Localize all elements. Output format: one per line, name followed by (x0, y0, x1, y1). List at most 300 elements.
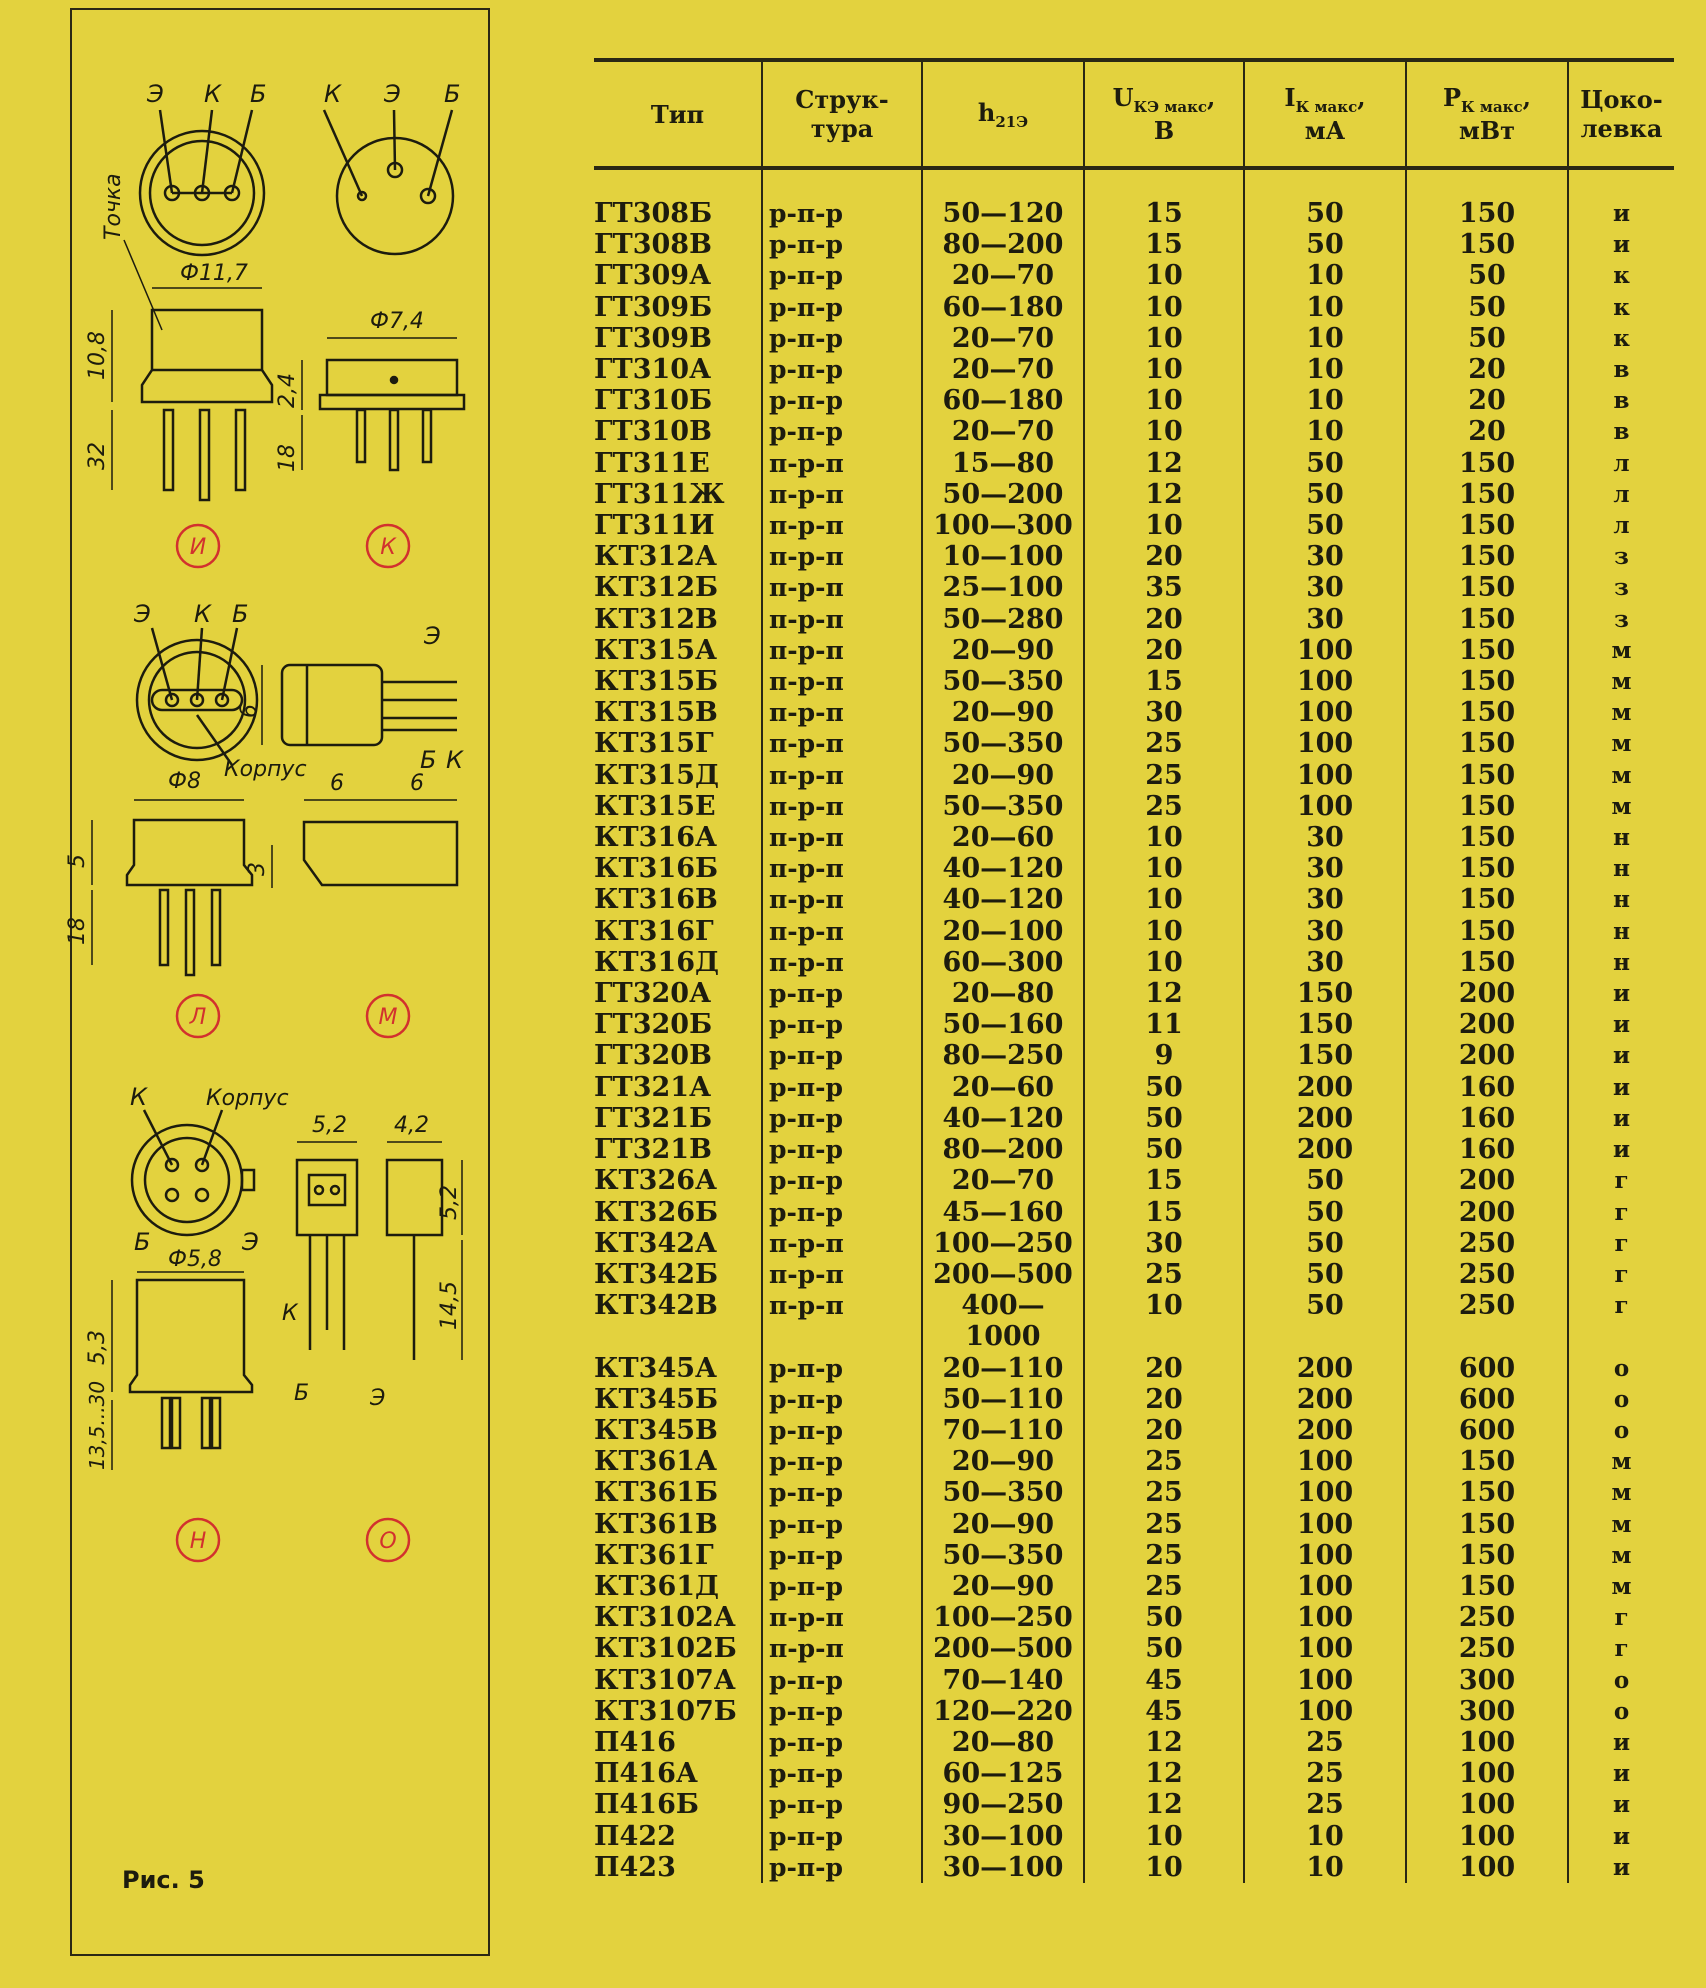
cell-type: ГТ321В (594, 1134, 712, 1166)
cell-pk-max: 100 (1406, 1758, 1568, 1789)
cell-uke-max: 25 (1084, 1259, 1244, 1290)
cell-h21e: 20—80 (922, 1727, 1084, 1758)
cell-ik-max: 10 (1244, 260, 1406, 291)
cell-structure: р-п-р (762, 1165, 922, 1196)
table-row (594, 1602, 1674, 1633)
cell-uke-max: 25 (1084, 728, 1244, 759)
cell-package: и (1568, 1103, 1674, 1134)
header-ik-max: $I_{К макс}$, мА (1244, 60, 1406, 168)
dim-label-2-4: 2,4 (275, 373, 300, 408)
cell-type: КТ315Д (594, 759, 720, 791)
cell-uke-max: 10 (1084, 884, 1244, 915)
table-row (594, 1321, 1674, 1352)
cell-package: г (1568, 1633, 1674, 1664)
cell-type: КТ361А (594, 1446, 718, 1478)
cell-uke-max: 50 (1084, 1602, 1244, 1633)
cell-ik-max: 200 (1244, 1103, 1406, 1134)
cell-package: н (1568, 916, 1674, 947)
cell-ik-max: 25 (1244, 1789, 1406, 1820)
cell-package: о (1568, 1665, 1674, 1696)
cell-ik-max: 50 (1244, 510, 1406, 541)
package-mark-m-label: М (378, 1005, 398, 1030)
cell-structure: п-р-п (762, 791, 922, 822)
cell-structure: р-п-р (762, 978, 922, 1009)
cell-type: КТ316В (594, 884, 718, 916)
cell-ik-max: 10 (1244, 1821, 1406, 1852)
cell-structure: п-р-п (762, 479, 922, 510)
package-l-side-view (92, 800, 252, 975)
korpus-label-2: Корпус (206, 1086, 289, 1111)
cell-structure: п-р-п (762, 1228, 922, 1259)
package-l-top-view (137, 628, 257, 765)
cell-type: П423 (594, 1851, 676, 1883)
cell-ik-max: 100 (1244, 1696, 1406, 1727)
cell-h21e: 200—500 (922, 1633, 1084, 1664)
cell-ik-max: 200 (1244, 1384, 1406, 1415)
package-i-top-view (140, 110, 264, 255)
cell-ik-max: 50 (1244, 1165, 1406, 1196)
cell-ik-max: 50 (1244, 229, 1406, 260)
header-package: Цоко- левка (1568, 60, 1674, 168)
table-row (594, 791, 1674, 822)
cell-package: м (1568, 635, 1674, 666)
cell-type: ГТ320А (594, 978, 712, 1010)
cell-type: КТ3107Б (594, 1695, 737, 1727)
cell-uke-max: 50 (1084, 1134, 1244, 1165)
cell-h21e: 50—350 (922, 1477, 1084, 1508)
transistor-table (594, 58, 1674, 1883)
cell-h21e: 50—160 (922, 1009, 1084, 1040)
pin-label-e: Э (147, 80, 164, 108)
cell-uke-max: 25 (1084, 1509, 1244, 1540)
table-row (594, 1384, 1674, 1415)
table-row (594, 416, 1674, 447)
cell-type: КТ3102Б (594, 1633, 737, 1665)
cell-h21e: 60—300 (922, 947, 1084, 978)
header-h21e: $h_{21Э}$ (922, 60, 1084, 168)
cell-structure: р-п-р (762, 1540, 922, 1571)
cell-pk-max: 150 (1406, 853, 1568, 884)
cell-uke-max: 20 (1084, 635, 1244, 666)
cell-type: ГТ311Е (594, 447, 710, 479)
table-row (594, 323, 1674, 354)
cell-pk-max: 160 (1406, 1134, 1568, 1165)
table-row (594, 1228, 1674, 1259)
dim-label-4-2: 4,2 (394, 1113, 429, 1138)
header-pk-max: $P_{К макс}$, мВт (1406, 60, 1568, 168)
table-row (594, 1040, 1674, 1071)
table-row (594, 1446, 1674, 1477)
dim-label-6a: 6 (237, 704, 262, 718)
cell-type: КТ345А (594, 1352, 718, 1384)
package-mark-n-label: Н (189, 1529, 207, 1554)
pin-label-l-k: К (194, 600, 212, 628)
cell-uke-max: 20 (1084, 541, 1244, 572)
cell-h21e: 100—250 (922, 1602, 1084, 1633)
cell-pk-max: 250 (1406, 1228, 1568, 1259)
cell-uke-max: 12 (1084, 1758, 1244, 1789)
cell-structure: р-п-р (762, 1009, 922, 1040)
cell-pk-max: 150 (1406, 666, 1568, 697)
cell-package: и (1568, 1009, 1674, 1040)
cell-structure: р-п-р (762, 1197, 922, 1228)
cell-pk-max: 300 (1406, 1696, 1568, 1727)
package-m-side-view (262, 665, 457, 745)
cell-h21e: 100—300 (922, 510, 1084, 541)
cell-ik-max: 100 (1244, 1571, 1406, 1602)
cell-structure: п-р-п (762, 510, 922, 541)
cell-package: и (1568, 1852, 1674, 1883)
cell-ik-max: 30 (1244, 884, 1406, 915)
cell-ik-max: 150 (1244, 1009, 1406, 1040)
cell-type: П416Б (594, 1789, 699, 1821)
table-row (594, 1259, 1674, 1290)
pin-label-b: Б (250, 80, 267, 108)
cell-type: КТ345Б (594, 1383, 719, 1415)
dim-label-5: 5 (65, 854, 90, 868)
korpus-label: Корпус (224, 757, 307, 782)
cell-ik-max: 100 (1244, 1602, 1406, 1633)
cell-package: г (1568, 1165, 1674, 1196)
cell-ik-max: 10 (1244, 416, 1406, 447)
cell-package: г (1568, 1602, 1674, 1633)
package-drawings (65, 10, 492, 1958)
cell-type: КТ315Г (594, 728, 714, 760)
table-row (594, 1353, 1674, 1384)
cell-ik-max: 30 (1244, 572, 1406, 603)
cell-ik-max: 10 (1244, 354, 1406, 385)
cell-ik-max: 100 (1244, 1540, 1406, 1571)
dim-label-18a: 18 (275, 444, 300, 472)
cell-pk-max: 150 (1406, 479, 1568, 510)
cell-structure: р-п-р (762, 292, 922, 323)
cell-uke-max: 15 (1084, 666, 1244, 697)
cell-package: и (1568, 1727, 1674, 1758)
table-row (594, 1789, 1674, 1820)
cell-uke-max: 10 (1084, 323, 1244, 354)
cell-structure: п-р-п (762, 728, 922, 759)
cell-package: и (1568, 229, 1674, 260)
cell-type: КТ315Б (594, 666, 719, 698)
cell-structure: п-р-п (762, 947, 922, 978)
cell-type: ГТ310Б (594, 385, 713, 417)
cell-pk-max: 600 (1406, 1353, 1568, 1384)
cell-package: г (1568, 1290, 1674, 1321)
dim-label-5-2b: 5,2 (437, 1185, 462, 1220)
cell-ik-max: 150 (1244, 1040, 1406, 1071)
cell-type: КТ315А (594, 634, 718, 666)
cell-type: КТ361Г (594, 1539, 714, 1571)
cell-ik-max: 100 (1244, 1633, 1406, 1664)
cell-type: КТ316Б (594, 853, 719, 885)
table-row (594, 1758, 1674, 1789)
cell-pk-max: 300 (1406, 1665, 1568, 1696)
cell-pk-max: 150 (1406, 541, 1568, 572)
cell-ik-max: 30 (1244, 604, 1406, 635)
cell-type: ГТ308В (594, 229, 712, 261)
cell-type: КТ361В (594, 1508, 718, 1540)
cell-package: и (1568, 1758, 1674, 1789)
cell-pk-max: 150 (1406, 791, 1568, 822)
table-row (594, 448, 1674, 479)
cell-h21e: 200—500 (922, 1259, 1084, 1290)
cell-package: о (1568, 1696, 1674, 1727)
figure-caption: Рис. 5 (122, 1866, 205, 1894)
cell-uke-max: 30 (1084, 1228, 1244, 1259)
cell-uke-max: 9 (1084, 1040, 1244, 1071)
package-mark-k-label: К (380, 535, 396, 560)
table-row (594, 1134, 1674, 1165)
cell-structure: п-р-п (762, 635, 922, 666)
cell-uke-max: 20 (1084, 1384, 1244, 1415)
dim-label-32: 32 (85, 442, 110, 470)
cell-pk-max: 250 (1406, 1633, 1568, 1664)
dim-label-5-3: 5,3 (85, 1330, 110, 1365)
cell-uke-max: 25 (1084, 1540, 1244, 1571)
cell-h21e: 25—100 (922, 572, 1084, 603)
cell-type: ГТ321А (594, 1071, 712, 1103)
cell-pk-max: 100 (1406, 1852, 1568, 1883)
table-row (594, 1509, 1674, 1540)
table-row (594, 1290, 1674, 1321)
cell-ik-max: 10 (1244, 323, 1406, 354)
cell-type: КТ342В (594, 1290, 718, 1322)
cell-ik-max: 50 (1244, 1259, 1406, 1290)
cell-ik-max: 100 (1244, 635, 1406, 666)
pin-label-o-b: Б (294, 1381, 310, 1406)
cell-h21e: 20—90 (922, 1446, 1084, 1477)
dim-label-5-2a: 5,2 (312, 1113, 347, 1138)
cell-pk-max: 50 (1406, 260, 1568, 291)
cell-ik-max: 200 (1244, 1415, 1406, 1446)
cell-uke-max: 11 (1084, 1009, 1244, 1040)
cell-type: КТ326Б (594, 1196, 719, 1228)
cell-ik-max: 50 (1244, 479, 1406, 510)
cell-package: в (1568, 354, 1674, 385)
cell-uke-max: 50 (1084, 1072, 1244, 1103)
table-row (594, 1852, 1674, 1883)
cell-structure: п-р-п (762, 884, 922, 915)
cell-pk-max (1406, 1321, 1568, 1352)
cell-type: КТ361Д (594, 1570, 720, 1602)
cell-type: КТ3107А (594, 1664, 736, 1696)
cell-h21e: 20—90 (922, 1509, 1084, 1540)
cell-ik-max: 30 (1244, 853, 1406, 884)
cell-h21e: 50—350 (922, 666, 1084, 697)
cell-h21e: 80—200 (922, 1134, 1084, 1165)
cell-uke-max: 30 (1084, 697, 1244, 728)
table-row (594, 1633, 1674, 1664)
cell-h21e: 20—90 (922, 697, 1084, 728)
cell-uke-max: 25 (1084, 1477, 1244, 1508)
package-k-top-view (324, 110, 453, 254)
cell-package: м (1568, 1571, 1674, 1602)
table-row (594, 1571, 1674, 1602)
cell-h21e: 40—120 (922, 884, 1084, 915)
cell-pk-max: 250 (1406, 1290, 1568, 1321)
cell-structure: р-п-р (762, 1852, 922, 1883)
cell-ik-max: 50 (1244, 448, 1406, 479)
cell-ik-max: 100 (1244, 697, 1406, 728)
cell-uke-max: 45 (1084, 1696, 1244, 1727)
cell-pk-max: 200 (1406, 978, 1568, 1009)
cell-structure: р-п-р (762, 354, 922, 385)
cell-uke-max: 15 (1084, 198, 1244, 229)
cell-uke-max: 25 (1084, 1571, 1244, 1602)
cell-h21e: 400— (922, 1290, 1084, 1321)
cell-h21e: 20—100 (922, 916, 1084, 947)
table-row (594, 292, 1674, 323)
package-figure-panel (65, 8, 490, 1956)
cell-type: КТ342А (594, 1227, 718, 1259)
cell-structure: р-п-р (762, 1571, 922, 1602)
cell-pk-max: 150 (1406, 1571, 1568, 1602)
cell-type: ГТ311И (594, 510, 715, 542)
cell-type: КТ315В (594, 697, 718, 729)
cell-ik-max: 100 (1244, 791, 1406, 822)
cell-structure: п-р-п (762, 572, 922, 603)
table-row (594, 1197, 1674, 1228)
cell-pk-max: 50 (1406, 323, 1568, 354)
cell-h21e: 20—70 (922, 1165, 1084, 1196)
cell-pk-max: 150 (1406, 1540, 1568, 1571)
cell-package: и (1568, 978, 1674, 1009)
cell-structure: р-п-р (762, 198, 922, 229)
cell-package: м (1568, 1509, 1674, 1540)
cell-ik-max: 100 (1244, 1665, 1406, 1696)
cell-h21e: 45—160 (922, 1197, 1084, 1228)
cell-ik-max: 100 (1244, 728, 1406, 759)
cell-h21e: 50—350 (922, 791, 1084, 822)
cell-structure: п-р-п (762, 448, 922, 479)
cell-pk-max: 150 (1406, 1477, 1568, 1508)
cell-h21e: 40—120 (922, 853, 1084, 884)
cell-pk-max: 200 (1406, 1040, 1568, 1071)
cell-structure: р-п-р (762, 1821, 922, 1852)
table-row (594, 1821, 1674, 1852)
cell-uke-max: 10 (1084, 354, 1244, 385)
package-n-top-view (132, 1110, 254, 1235)
cell-ik-max: 25 (1244, 1758, 1406, 1789)
dim-label-6c: 6 (410, 771, 424, 796)
cell-type (594, 1321, 762, 1352)
cell-package: н (1568, 822, 1674, 853)
cell-uke-max: 10 (1084, 510, 1244, 541)
table-row (594, 1665, 1674, 1696)
cell-uke-max: 15 (1084, 229, 1244, 260)
cell-uke-max: 10 (1084, 416, 1244, 447)
cell-uke-max: 10 (1084, 260, 1244, 291)
cell-pk-max: 100 (1406, 1727, 1568, 1758)
cell-package: о (1568, 1384, 1674, 1415)
cell-h21e: 30—100 (922, 1852, 1084, 1883)
cell-type: КТ312В (594, 603, 718, 635)
cell-package: в (1568, 416, 1674, 447)
cell-h21e: 50—120 (922, 198, 1084, 229)
dim-label-13-5-30: 13,5...30 (85, 1380, 109, 1470)
cell-pk-max: 150 (1406, 1446, 1568, 1477)
package-k-side-view (302, 338, 464, 470)
cell-ik-max: 100 (1244, 760, 1406, 791)
cell-package: н (1568, 884, 1674, 915)
cell-structure: п-р-п (762, 1290, 922, 1321)
cell-h21e: 20—110 (922, 1353, 1084, 1384)
cell-uke-max: 50 (1084, 1103, 1244, 1134)
cell-structure: р-п-р (762, 1446, 922, 1477)
cell-ik-max: 10 (1244, 1852, 1406, 1883)
cell-structure: р-п-р (762, 416, 922, 447)
cell-package: м (1568, 697, 1674, 728)
table-row (594, 1103, 1674, 1134)
cell-ik-max: 30 (1244, 541, 1406, 572)
cell-structure: п-р-п (762, 760, 922, 791)
cell-structure (762, 1321, 922, 1352)
cell-uke-max: 10 (1084, 1290, 1244, 1321)
cell-h21e: 60—180 (922, 292, 1084, 323)
cell-h21e: 20—90 (922, 760, 1084, 791)
cell-uke-max: 25 (1084, 760, 1244, 791)
cell-pk-max: 150 (1406, 198, 1568, 229)
cell-structure: п-р-п (762, 666, 922, 697)
cell-h21e: 10—100 (922, 541, 1084, 572)
cell-type: КТ312Б (594, 572, 719, 604)
cell-ik-max: 30 (1244, 822, 1406, 853)
table-row (594, 572, 1674, 603)
cell-pk-max: 160 (1406, 1103, 1568, 1134)
cell-uke-max (1084, 1321, 1244, 1352)
pin-label-o-e: Э (370, 1386, 386, 1411)
table-row (594, 198, 1674, 229)
pin-label-b2: Б (444, 80, 461, 108)
cell-type: КТ312А (594, 541, 718, 573)
dim-label-6b: 6 (330, 771, 344, 796)
cell-pk-max: 600 (1406, 1415, 1568, 1446)
cell-h21e: 40—120 (922, 1103, 1084, 1134)
cell-structure: р-п-р (762, 1696, 922, 1727)
cell-uke-max: 10 (1084, 853, 1244, 884)
dim-label-18b: 18 (65, 917, 90, 945)
cell-type: П422 (594, 1820, 676, 1852)
cell-pk-max: 100 (1406, 1789, 1568, 1820)
pin-label-m-e: Э (424, 622, 441, 650)
cell-ik-max: 200 (1244, 1353, 1406, 1384)
table-row (594, 666, 1674, 697)
cell-pk-max: 50 (1406, 292, 1568, 323)
pin-label-k2: К (324, 80, 342, 108)
table-row (594, 635, 1674, 666)
cell-structure: п-р-п (762, 541, 922, 572)
package-m-end-view (272, 800, 457, 888)
table-row (594, 604, 1674, 635)
cell-pk-max: 150 (1406, 448, 1568, 479)
cell-pk-max: 150 (1406, 635, 1568, 666)
table-row (594, 760, 1674, 791)
table-row (594, 1727, 1674, 1758)
cell-pk-max: 150 (1406, 697, 1568, 728)
cell-package: з (1568, 541, 1674, 572)
cell-uke-max: 45 (1084, 1665, 1244, 1696)
table-header-row (594, 60, 1674, 168)
cell-type: КТ316Д (594, 946, 720, 978)
cell-structure: р-п-р (762, 1040, 922, 1071)
table-row (594, 1165, 1674, 1196)
cell-type: КТ345В (594, 1414, 718, 1446)
cell-structure: р-п-р (762, 1103, 922, 1134)
cell-ik-max: 10 (1244, 385, 1406, 416)
table-row (594, 541, 1674, 572)
cell-h21e: 15—80 (922, 448, 1084, 479)
dim-label-tochka: Точка (101, 173, 126, 240)
